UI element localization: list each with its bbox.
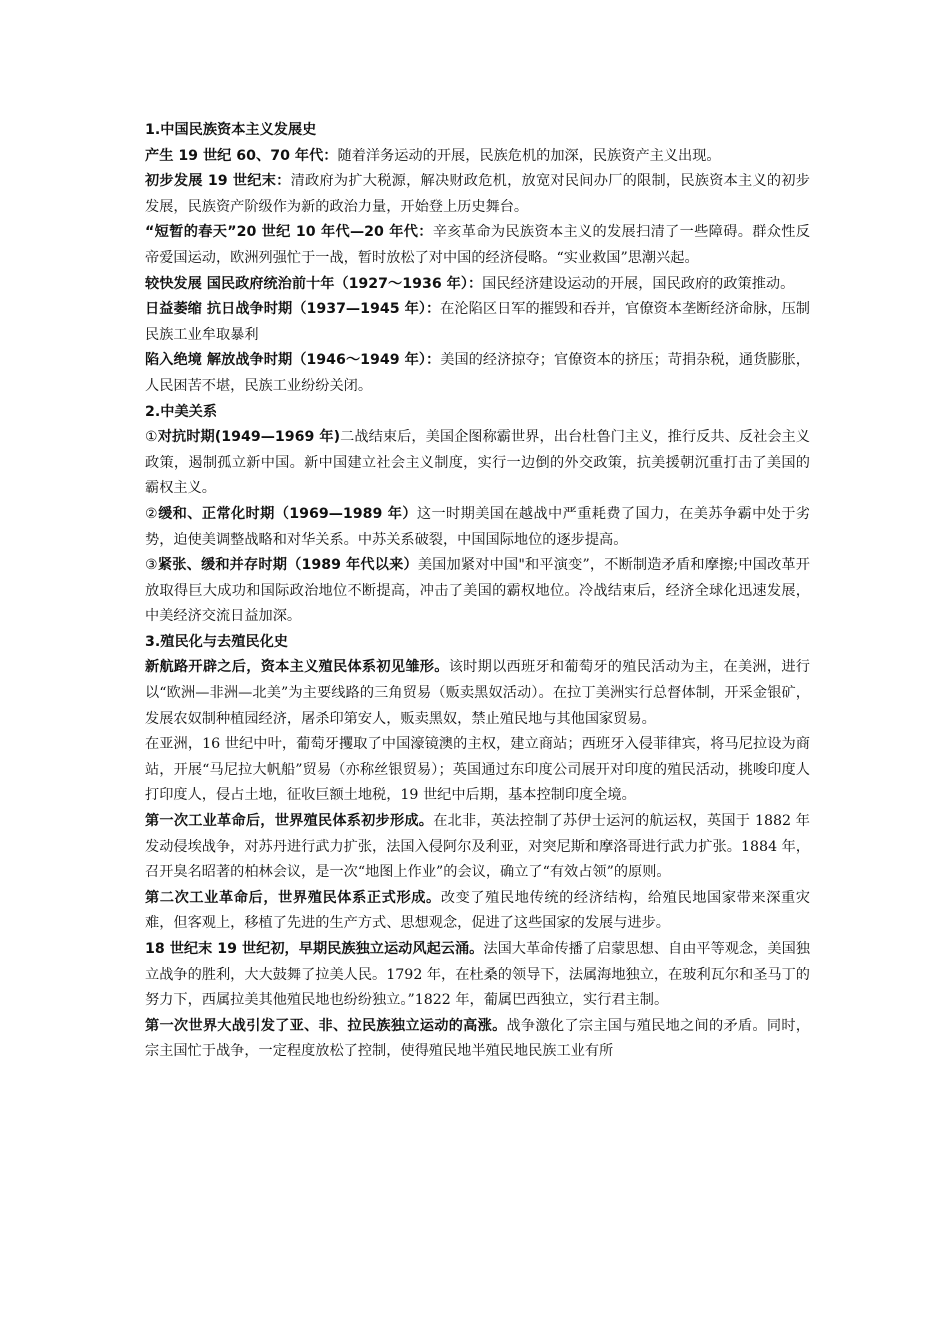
section-title: 1.中国民族资本主义发展史 bbox=[145, 122, 317, 138]
paragraph-text: 改变了殖民地传统的经济结构，给殖民地国家带来深重灾难，但客观上，移植了先进的生产方式、思想观念，促进了这些国家的发展与进步。 bbox=[145, 889, 810, 932]
paragraph-lead: 对抗时期(1949—1969 年) bbox=[157, 429, 341, 446]
paragraph-text: 美国的经济掠夺；官僚资本的挤压；苛捐杂税，通货膨胀，人民困苦不堪，民族工业纷纷关闭。 bbox=[145, 352, 810, 394]
paragraph-text: 随着洋务运动的开展，民族危机的加深，民族资产主义出现。 bbox=[337, 147, 721, 164]
paragraph bbox=[145, 144, 810, 170]
paragraph bbox=[145, 425, 810, 502]
paragraph-lead: 18 世纪末 19 世纪初，早期民族独立运动风起云涌。 bbox=[145, 941, 484, 957]
paragraph-lead: 新航路开辟之后，资本主义殖民体系初见雏形。 bbox=[145, 659, 449, 676]
paragraph-text: 辛亥革命为民族资本主义的发展扫清了一些障碍。群众性反帝爱国运动，欧洲列强忙于一战，暂时放松了对中国的经济侵略。“实业救国”思潮兴起。 bbox=[145, 224, 810, 266]
paragraph-lead: “短暂的春天”20 世纪 10 年代—20 年代： bbox=[145, 224, 433, 241]
paragraph-lead: 第二次工业革命后，世界殖民体系正式形成。 bbox=[145, 889, 441, 906]
paragraph-text: 在亚洲，16 世纪中叶，葡萄牙攫取了中国濠镜澳的主权，建立商站；西班牙入侵菲律宾，将马尼拉设为商站，开展“马尼拉大帆船”贸易（亦称丝银贸易）；英国通过东印度公司展开对印度的殖民活动，挑唆印度人打印度人，侵占土地，征收巨额土地税，19 世纪中后期，基本控制印度全境。 bbox=[145, 736, 810, 804]
paragraph-text: 美国加紧对中国"和平演变”，不断制造矛盾和摩擦;中国改革开放取得巨大成功和国际政治地位不断提高，冲击了美国的霸权地位。冷战结束后，经济全球化迅速发展，中美经济交流日益加深。 bbox=[145, 557, 810, 625]
paragraph-prefix: ① bbox=[145, 429, 158, 446]
paragraph-text: 国民经济建设运动的开展，国民政府的政策推动。 bbox=[482, 275, 795, 292]
paragraph-prefix: ② bbox=[145, 505, 159, 522]
paragraph bbox=[145, 809, 810, 886]
paragraph bbox=[145, 937, 810, 1014]
paragraph-text: 战争激化了宗主国与殖民地之间的矛盾。同时，宗主国忙于战争，一定程度放松了控制，使得殖民地半殖民地民族工业有所 bbox=[145, 1017, 810, 1060]
paragraph bbox=[145, 732, 810, 809]
paragraph bbox=[145, 655, 810, 732]
document-body bbox=[145, 118, 810, 1065]
paragraph-lead: 初步发展 19 世纪末： bbox=[145, 173, 291, 190]
paragraph bbox=[145, 297, 810, 348]
section-title: 2.中美关系 bbox=[145, 403, 218, 420]
paragraph bbox=[145, 1014, 810, 1065]
paragraph bbox=[145, 169, 810, 220]
paragraph bbox=[145, 272, 810, 298]
paragraph-text: 该时期以西班牙和葡萄牙的殖民活动为主，在美洲，进行以“欧洲—非洲—北美”为主要线路的三角贸易（贩卖黑奴活动）。在拉丁美洲实行总督体制，开采金银矿，发展农奴制种植园经济，屠杀印第安人，贩卖黑奴，禁止殖民地与其他国家贸易。 bbox=[145, 659, 810, 727]
paragraph-text: 二战结束后，美国企图称霸世界，出台杜鲁门主义，推行反共、反社会主义政策，遏制孤立新中国。新中国建立社会主义制度，实行一边倒的外交政策，抗美援朝沉重打击了美国的霸权主义。 bbox=[145, 429, 810, 497]
paragraph-lead: 缓和、正常化时期（1969—1989 年） bbox=[158, 505, 417, 522]
paragraph bbox=[145, 502, 810, 553]
paragraph-text: 在沦陷区日军的摧毁和吞并，官僚资本垄断经济命脉，压制民族工业牟取暴利 bbox=[145, 301, 810, 343]
paragraph-text: 法国大革命传播了启蒙思想、自由平等观念，美国独立战争的胜利，大大鼓舞了拉美人民。1792 年，在杜桑的领导下，法属海地独立，在玻利瓦尔和圣马丁的努力下，西属拉美其他殖民地也纷纷独立。”1822 年，葡属巴西独立，实行君主制。 bbox=[145, 941, 810, 1009]
paragraph-lead: 陷入绝境 解放战争时期（1946～1949 年）： bbox=[145, 352, 441, 369]
paragraph bbox=[145, 886, 810, 937]
paragraph-lead: 第一次世界大战引发了亚、非、拉民族独立运动的高涨。 bbox=[145, 1017, 507, 1034]
paragraph bbox=[145, 553, 810, 630]
paragraph-lead: 第一次工业革命后，世界殖民体系初步形成。 bbox=[145, 813, 434, 830]
paragraph-lead: 紧张、缓和并存时期（1989 年代以来） bbox=[157, 557, 418, 574]
paragraph-lead: 较快发展 国民政府统治前十年（1927～1936 年）： bbox=[145, 275, 483, 292]
paragraph bbox=[145, 348, 810, 399]
section-title: 3.殖民化与去殖民化史 bbox=[145, 633, 288, 650]
paragraph-text: 在北非，英法控制了苏伊士运河的航运权，英国于 1882 年发动侵埃战争，对苏丹进行武力扩张，法国入侵阿尔及利亚，对突尼斯和摩洛哥进行武力扩张。1884 年，召开臭名昭著的柏林会议，是一次“地图上作业”的会议，确立了“有效占领”的原则。 bbox=[145, 813, 810, 881]
paragraph-lead: 日益萎缩 抗日战争时期（1937—1945 年）： bbox=[145, 301, 441, 318]
paragraph-text: 清政府为扩大税源，解决财政危机，放宽对民间办厂的限制，民族资本主义的初步发展，民族资产阶级作为新的政治力量，开始登上历史舞台。 bbox=[145, 173, 810, 215]
paragraph-lead: 产生 19 世纪 60、70 年代： bbox=[145, 147, 338, 164]
paragraph-text: 这一时期美国在越战中严重耗费了国力，在美苏争霸中处于劣势，迫使美调整战略和对华关系。中苏关系破裂，中国国际地位的逐步提高。 bbox=[145, 505, 810, 548]
paragraph bbox=[145, 220, 810, 271]
paragraph-prefix: ③ bbox=[145, 557, 158, 574]
